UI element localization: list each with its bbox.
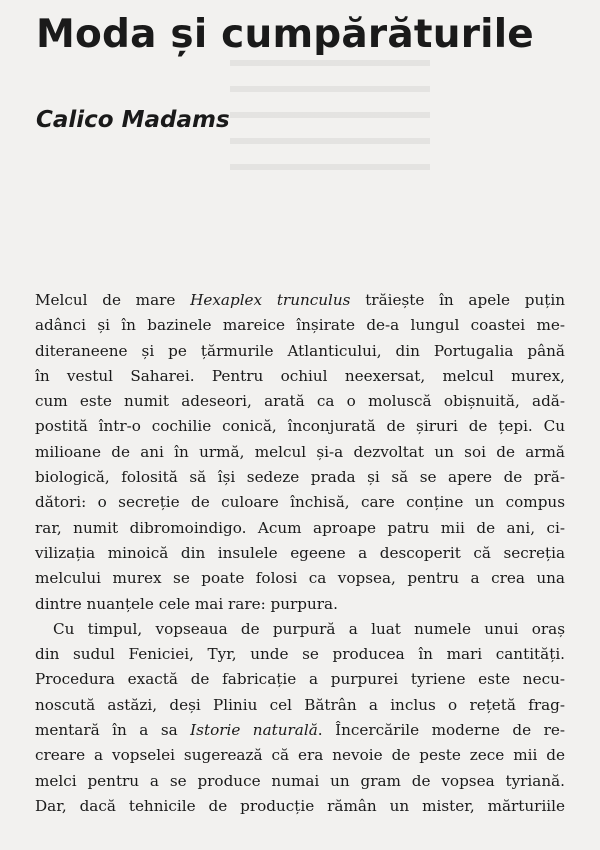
- text-line: Melcul de mare Hexaplex trunculus trăiește în apele puțin: [35, 291, 565, 309]
- author-name: Calico Madams: [36, 107, 230, 133]
- text-line: vilizația minoică din insulele egeene a descoperit că secreția: [35, 543, 565, 562]
- text-line: milioane de ani în urmă, melcul și-a dezvoltat un soi de armă: [35, 442, 565, 461]
- text-line: din sudul Feniciei, Tyr, unde se producea în mari cantități.: [35, 645, 565, 664]
- text-line: biologică, folosită să își sedeze prada și să se apere de pră-: [35, 468, 565, 487]
- text-line: dători: o secreție de culoare închisă, care conține un compus: [35, 493, 565, 512]
- text-line: melci pentru a se produce numai un gram de vopsea tyriană.: [35, 771, 565, 790]
- text-line: adânci și în bazinele mareice înșirate de-a lungul coastei me-: [35, 316, 565, 335]
- text-line: Cu timpul, vopseaua de purpură a luat numele unui oraș: [53, 619, 565, 638]
- text-line: diteraneene și pe țărmurile Atlanticului, din Portugalia până: [35, 341, 565, 360]
- text-line: Procedura exactă de fabricație a purpurei tyriene este necu-: [35, 670, 565, 689]
- text-line: creare a vopselei sugerează că era nevoie de peste zece mii de: [35, 746, 565, 765]
- text-line: rar, numit dibromoindigo. Acum aproape patru mii de ani, ci-: [35, 518, 565, 537]
- text-line: cum este numit adeseori, arată ca o moluscă obișnuită, adă-: [35, 392, 565, 411]
- text-line: noscută astăzi, deși Pliniu cel Bătrân a inclus o rețetă frag-: [35, 695, 565, 714]
- bleed-through-texture: [230, 60, 430, 190]
- text-line: în vestul Saharei. Pentru ochiul neexersat, melcul murex,: [35, 366, 565, 385]
- text-line: Dar, dacă tehnicile de producție rămân un mister, mărturiile: [35, 796, 565, 815]
- text-line: melcului murex se poate folosi ca vopsea, pentru a crea una: [35, 569, 565, 588]
- chapter-title: Moda și cumpărăturile: [36, 12, 534, 57]
- text-line: postită într-o cochilie conică, înconjurată de șiruri de țepi. Cu: [35, 417, 565, 436]
- text-line: mentară în a sa Istorie naturală. Încercările moderne de re-: [35, 721, 566, 740]
- text-line: dintre nuanțele cele mai rare: purpura.: [35, 594, 338, 613]
- body-text: [35, 288, 565, 819]
